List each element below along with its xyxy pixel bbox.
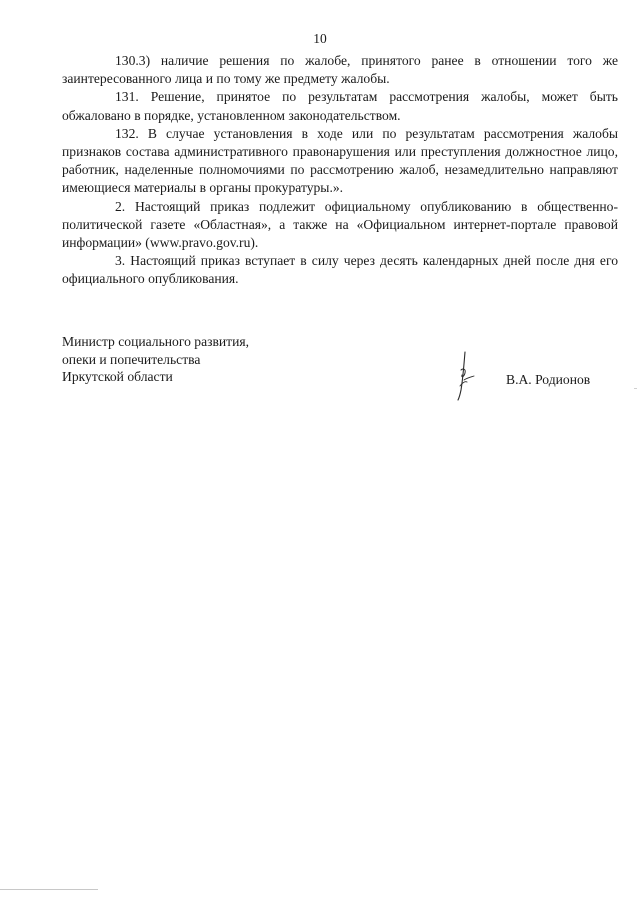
margin-mark [0, 889, 98, 890]
signatory-title-line-3: Иркутской области [62, 369, 173, 384]
signatory-name: В.А. Родионов [506, 372, 591, 387]
paragraph-130-3: 130.3) наличие решения по жалобе, принятого ранее в отношении того же заинтересованного лица и по тому же предмету жалобы. [62, 53, 618, 87]
signature-block [62, 333, 618, 386]
signatory-title-line-2: опеки и попечительства [62, 351, 201, 367]
paragraph-3-effective-date: 3. Настоящий приказ вступает в силу через десять календарных дней после дня его официального опубликования. [62, 253, 618, 287]
handwritten-signature-icon [452, 350, 482, 402]
paragraph-131: 131. Решение, принятое по результатам рассмотрения жалобы, может быть обжаловано в порядке, установленном законодательством. [62, 89, 618, 123]
paragraph-132: 132. В случае установления в ходе или по результатам рассмотрения жалобы признаков состава административного правонарушения или преступления должностное лицо, работник, наделенные полномочиями по рассмотрению жалоб, незамедлительно направляют имеющиеся материалы в органы прокуратуры.». [62, 125, 618, 196]
paragraph-2-publication: 2. Настоящий приказ подлежит официальному опубликованию в общественно-политической газете «Областная», а также на «Официальном интернет-портале правовой информации» (www.pravo.gov.ru). [62, 198, 618, 251]
document-body [62, 52, 618, 289]
page-number: 10 [313, 31, 327, 46]
signatory-title-line-1: Министр социального развития, [62, 334, 250, 349]
edge-speck [634, 388, 637, 389]
